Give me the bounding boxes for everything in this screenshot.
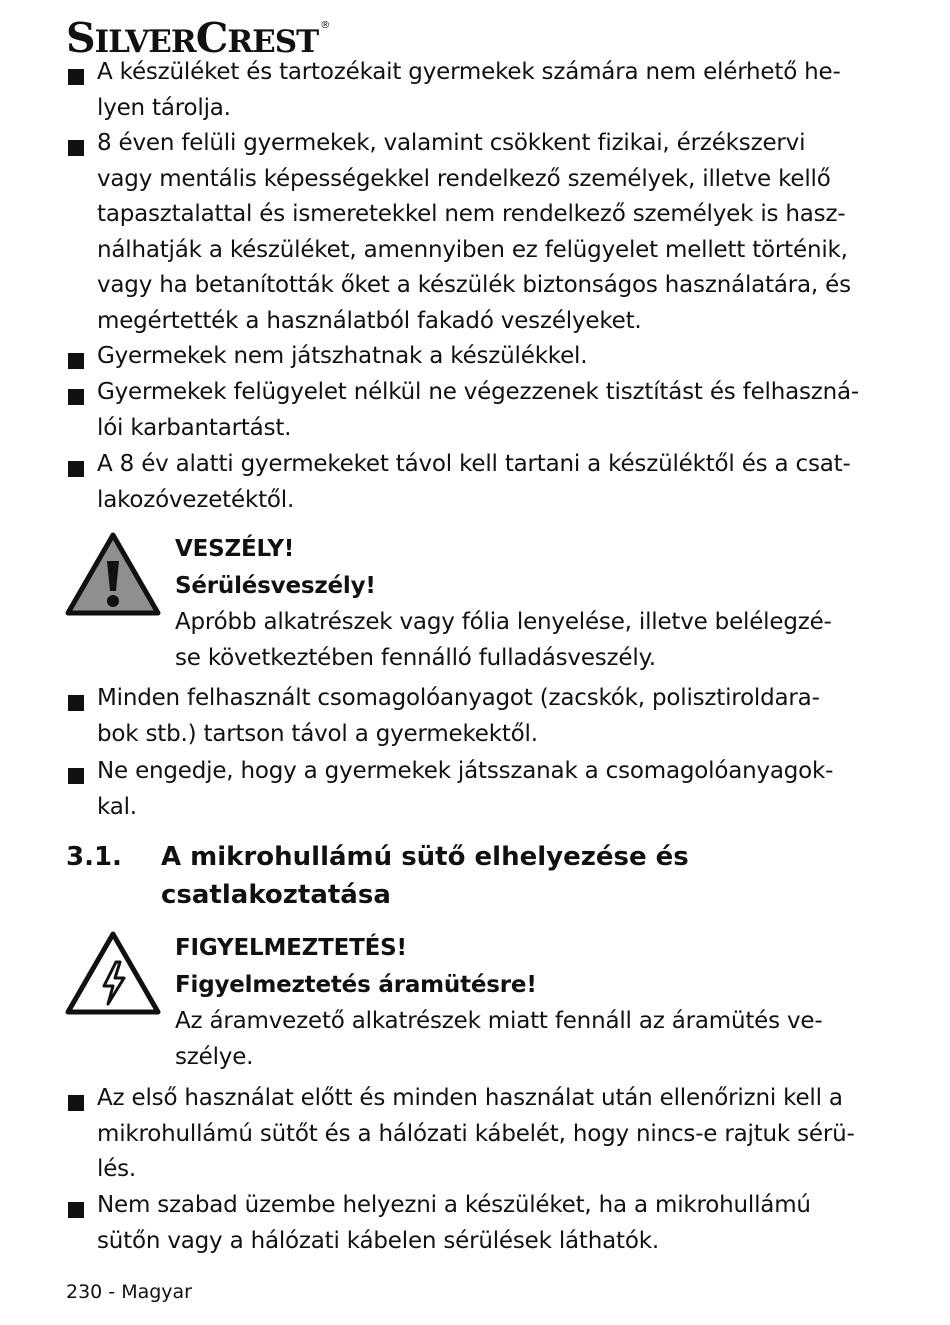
- bullet-item: [0, 754, 950, 825]
- section-number: 3.1.: [66, 842, 122, 872]
- warning-title: FIGYELMEZTETÉS!: [175, 935, 407, 961]
- bullet-square-icon: [68, 695, 84, 711]
- warning-triangle-icon: [64, 531, 162, 617]
- bullet-list-children: [0, 55, 950, 518]
- bullet-item: [0, 375, 950, 447]
- warning-subtitle: Sérülésveszély!: [175, 573, 376, 599]
- bullet-text: Gyermekek felügyelet nélkül ne végezzenek tisztítást és felhaszná- lói karbantartást.: [97, 379, 860, 441]
- section-title: A mikrohullámú sütő elhelyezése és csatlakoztatása: [161, 842, 689, 910]
- warning-title: VESZÉLY!: [175, 536, 295, 562]
- bullet-square-icon: [68, 768, 84, 784]
- bullet-text: A készüléket és tartozékait gyermekek számára nem elérhető he- lyen tárolja.: [97, 59, 841, 121]
- bullet-item: [0, 447, 950, 518]
- bullet-text: Nem szabad üzembe helyezni a készüléket, ha a mikrohullámú sütőn vagy a hálózati kábelen sérülések láthatók.: [97, 1192, 811, 1254]
- bullet-item: [0, 681, 950, 754]
- bullet-text: Gyermekek nem játszhatnak a készülékkel.: [97, 343, 588, 369]
- bullet-text: Ne engedje, hogy a gyermekek játsszanak a csomagolóanyagok- kal.: [97, 758, 834, 820]
- bullet-item: [0, 339, 950, 375]
- bullet-square-icon: [68, 140, 84, 156]
- bullet-square-icon: [68, 1202, 84, 1218]
- bullet-list-inspection: [0, 1081, 950, 1259]
- bullet-item: [0, 126, 950, 339]
- silvercrest-logo: SILVERCREST ®: [66, 14, 330, 62]
- bullet-text: A 8 év alatti gyermekeket távol kell tartani a készüléktől és a csat- lakozóvezetéktől.: [97, 451, 851, 513]
- bullet-square-icon: [68, 1095, 84, 1111]
- registered-mark: ®: [320, 20, 330, 31]
- page-footer: 230 - Magyar: [66, 1281, 192, 1303]
- bullet-item: [0, 55, 950, 126]
- warning-text: Az áramvezető alkatrészek miatt fennáll az áramütés ve- szélye.: [175, 1008, 823, 1070]
- bullet-item: [0, 1081, 950, 1188]
- bullet-text: Minden felhasznált csomagolóanyagot (zacskók, polisztiroldara- bok stb.) tartson távol a gyermekektől.: [97, 685, 820, 747]
- bullet-square-icon: [68, 461, 84, 477]
- bullet-text: 8 éven felüli gyermekek, valamint csökkent fizikai, érzékszervi vagy mentális képességekkel rendelkező személyek, illetve kellő tapasztalattal és ismeretekkel nem rendelkező személyek is hasz- nálhatják a készüléket, amennyiben ez felügyelet mellett történik, vagy ha betanították őket a készülék biztonságos használatára, és megértették a használatból fakadó veszélyeket.: [97, 130, 851, 334]
- electric-shock-warning-icon: [64, 930, 162, 1016]
- warning-subtitle: Figyelmeztetés áramütésre!: [175, 972, 537, 998]
- bullet-square-icon: [68, 69, 84, 85]
- bullet-square-icon: [68, 353, 84, 369]
- bullet-list-packaging: [0, 681, 950, 825]
- warning-text: Apróbb alkatrészek vagy fólia lenyelése, illetve belélegzé- se következtében fennálló fulladásveszély.: [175, 609, 832, 671]
- bullet-text: Az első használat előtt és minden használat után ellenőrizni kell a mikrohullámú sütőt és a hálózati kábelét, hogy nincs-e rajtuk sérü- lés.: [97, 1085, 855, 1182]
- bullet-item: [0, 1188, 950, 1259]
- bullet-square-icon: [68, 389, 84, 405]
